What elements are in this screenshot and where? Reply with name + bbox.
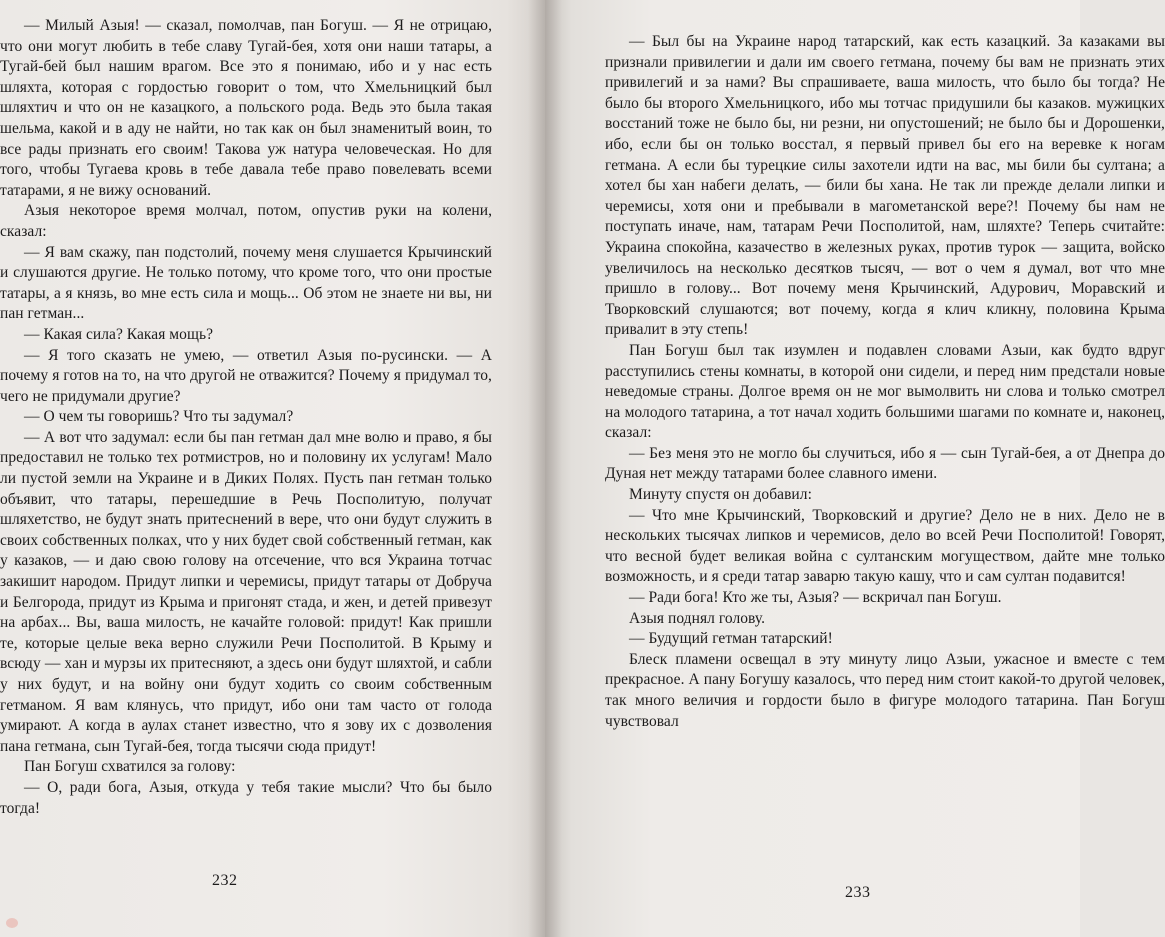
paragraph: — Был бы на Украине народ татарский, как есть казацкий. За казаками вы признали привилегии и дали им своего гетмана, почему бы вам не признать этих привилегий и за нами? Вы спрашиваете, ваша милость, что было бы тогда? Не было бы второго Хмельницкого, ибо мы тотчас придушили бы казаков. мужицких восстаний тоже не было бы, ни резни, ни опустошений; не было бы и Дорошенки, ибо, если бы он только восстал, я первый привел бы его на веревке к ногам гетмана. А если бы турецкие силы захотели идти на вас, мы били бы султана; а хотел бы хан набеги делать, — били бы хана. Не так ли прежде делали липки и черемисы, хотя они и пребывали в магометанской вере?! Почему бы нам не поступать иначе, нам, татарам Речи Посполитой, нам, шляхте? Теперь считайте: Украина спокойна, казачество в железных руках, против турок — защита, войско увеличилось на несколько десятков тысяч, — вот о чем я думал, вот что мне пришло в голову... Вот почему меня Крычинский, Адурович, Моравский и Творковский слушаются; вот почему, когда я клич кликну, половина Крыма привалит в эту степь! <box>605 33 1165 339</box>
paragraph: — Что мне Крычинский, Творковский и другие? Дело не в них. Дело не в нескольких тысячах липков и черемисов, дело во всей Речи Посполитой! Говорят, что весной будет великая война с султанским могуществом, дайте мне только возможность, и я среди татар заварю такую кашу, что и сам султан подавится! <box>605 506 1165 586</box>
paragraph: — Ради бога! Кто же ты, Азыя? — вскричал пан Богуш. <box>629 589 1002 607</box>
paragraph: — Я вам скажу, пан подстолий, почему меня слушается Крычинский и слушаются другие. Не только потому, что кроме того, что они простые татары, а я князь, во мне есть сила и мощь... Об этом не знаете ни вы, ни пан гетман... <box>0 243 492 323</box>
right-page <box>545 0 1165 937</box>
page-number-right: 233 <box>845 884 871 901</box>
paragraph: Азыя некоторое время молчал, потом, опустив руки на колени, сказал: <box>0 202 492 240</box>
paragraph: — О, ради бога, Азыя, откуда у тебя такие мысли? Что бы было тогда! <box>0 778 492 817</box>
paragraph: Пан Богуш был так изумлен и подавлен словами Азыи, как будто вдруг расступились стены комнаты, в которой они сидели, и перед ним предстали новые неведомые страны. Долгое время он не мог вымолвить ни слова и только смотрел на молодого татарина, а тот начал ходить большими шагами по комнате и, наконец, сказал: <box>605 341 1165 442</box>
paragraph: — Без меня это не могло бы случиться, ибо я — сын Тугай-бея, а от Днепра до Дуная нет между татарами более славного имени. <box>605 444 1165 483</box>
paragraph: — Какая сила? Какая мощь? <box>24 325 213 343</box>
paragraph: Минуту спустя он добавил: <box>629 486 812 504</box>
paragraph: — О чем ты говоришь? Что ты задумал? <box>24 408 294 426</box>
paragraph: Азыя поднял голову. <box>629 609 766 627</box>
paragraph: — А вот что задумал: если бы пан гетман дал мне волю и право, я бы предоставил не только тех ротмистров, но и половину их услугам! Мало ли пустой земли на Украине и в Диких Полях. Пусть пан гетман только объявит, что татары, перешедшие в Речь Посполитую, получат шляхетство, не будут знать притеснений в вере, что они будут служить в своих собственных полках, что у них будет свой собственный гетман, как у казаков, — и даю свою голову на отсечение, что вся Украина тотчас закишит народом. Придут липки и черемисы, придут татары от Добруча и Белгорода, придут из Крыма и пригонят стада, и жен, и детей привезут на арбах... Вы, ваша милость, не качайте головой: придут! Как пришли те, которые целые века верно служили Речи Посполитой. В Крыму и всюду — хан и мурзы их притесняют, а здесь они будут шляхтой, и сабли у них будут, и на войну они будут ходить со своим собственным гетманом. Я вам клянусь, что придут, ибо они там часто от голода умирают. А когда в аулах станет известно, что я зову их с дозволения пана гетмана, сын Тугай-бея, тогда тысячи сюда придут! <box>0 428 492 755</box>
left-page-text <box>0 16 492 819</box>
page-number-left: 232 <box>212 872 238 889</box>
paragraph: — Будущий гетман татарский! <box>629 630 833 648</box>
paper-stain <box>6 918 18 928</box>
paragraph: Блеск пламени освещал в эту минуту лицо Азыи, ужасное и вместе с тем прекрасное. А пану Богушу казалось, что перед ним стоит какой-то другой человек, так много величия и гордости было в фигуре молодого татарина. Пан Богуш чувствовал <box>605 650 1165 730</box>
paragraph: — Милый Азыя! — сказал, помолчав, пан Богуш. — Я не отрицаю, что они могут любить в тебе славу Тугай-бея, хотя они наши татары, а Тугай-бей был нашим врагом. Все это я понимаю, ибо и у нас есть шляхта, которая с гордостью говорит о том, что Хмельницкий был шляхтич и что он не казацкого, а польского рода. Ведь это была такая шельма, какой и в аду не найти, но так как он был знаменитый воин, то все рады признать его своим! Такова уж натура человеческая. Но для того, чтобы Тугаева кровь в тебе давала тебе право повелевать всеми татарами, я не вижу оснований. <box>0 17 492 199</box>
left-page <box>0 0 545 937</box>
paragraph: Пан Богуш схватился за голову: <box>24 758 236 776</box>
paragraph: — Я того сказать не умею, — ответил Азыя по-русински. — А почему я готов на то, на что другой не отважится? Почему я придумал то, чего не придумали другие? <box>0 346 492 405</box>
right-page-text <box>605 32 1165 732</box>
